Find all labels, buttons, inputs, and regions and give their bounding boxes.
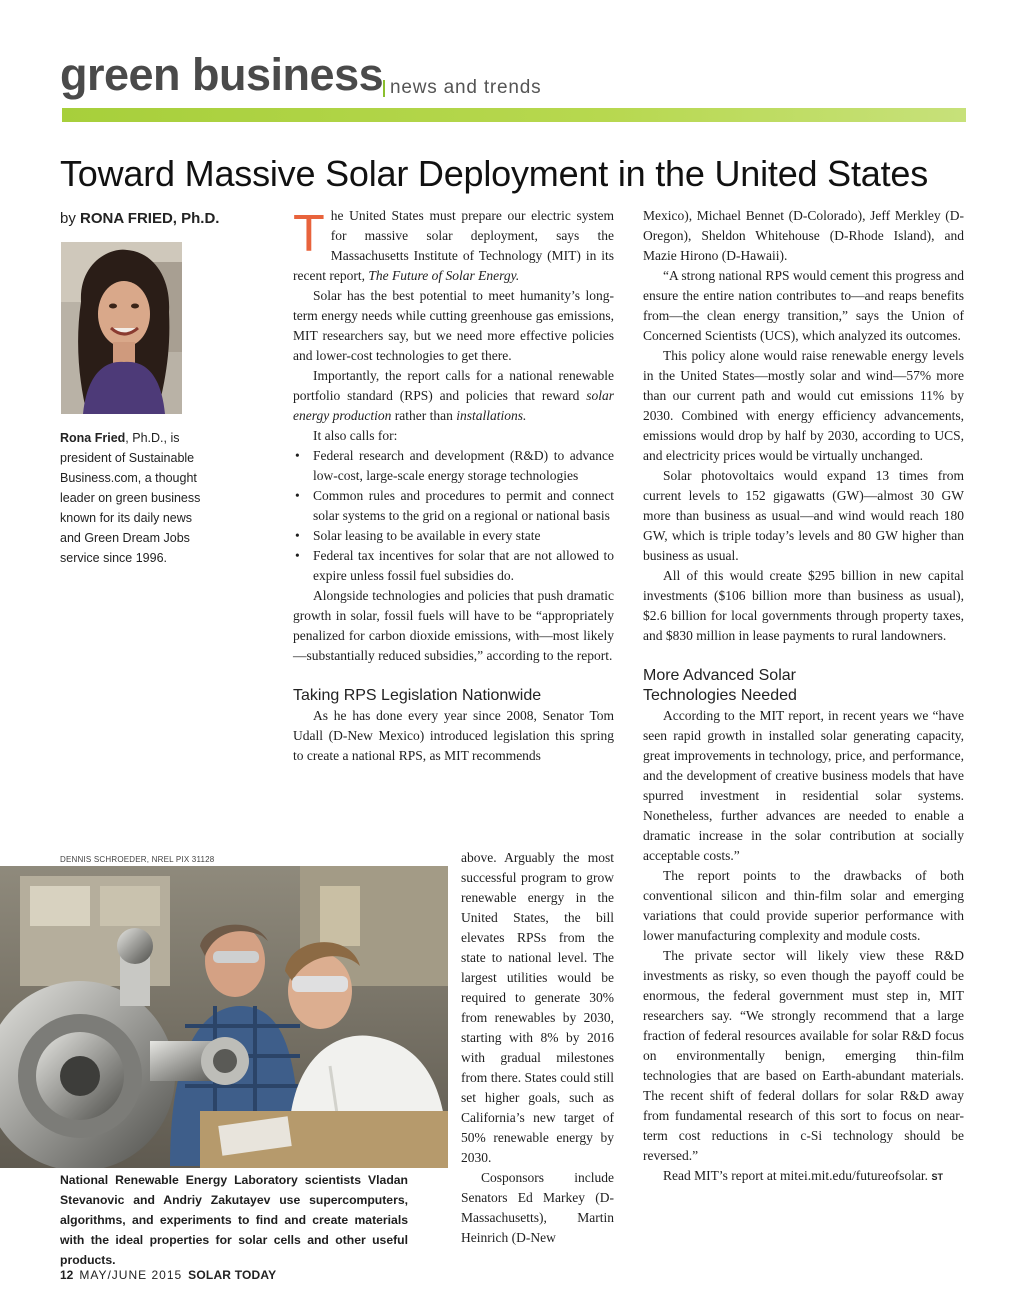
closing-text: Read MIT’s report at mitei.mit.edu/futureofsolar. <box>663 1168 929 1183</box>
subheading-line: More Advanced Solar <box>643 667 796 684</box>
emphasis-text: solar energy production <box>293 388 614 423</box>
article-intro-paragraph <box>293 206 614 286</box>
header-rule <box>62 108 966 122</box>
intro-text: he United States must prepare our electric system for massive solar deployment, says the Massachusetts Institute of Technology (MIT) in its recent report, <box>293 208 614 283</box>
list-item: • Common rules and procedures to permit and connect solar systems to the grid on a regional or national basis <box>313 486 614 526</box>
section-subtitle: news and trends <box>390 77 542 98</box>
author-portrait-image <box>61 242 182 414</box>
paragraph: Solar has the best potential to meet humanity’s long-term energy needs while cutting greenhouse gas emissions, MIT researchers say, but we need more effective policies and lower-cost technologies to get there. <box>293 288 614 363</box>
section-divider <box>383 80 385 97</box>
article-column-3 <box>643 206 964 1187</box>
section-title: green business <box>60 49 384 100</box>
subheading-line: Technologies Needed <box>643 687 797 704</box>
spacer <box>643 646 964 666</box>
dropcap: T <box>293 205 325 263</box>
paragraph: above. Arguably the most successful program to grow renewable energy in the United States, the bill elevates RPSs from the state to national level. The largest utilities would be required to generate 30% from renewables by 2030, starting with 8% by 2016 with gradual milestones from there. States could still set higher goals, such as California’s new target of 50% renewable energy by 2030. <box>461 850 614 1165</box>
paragraph: Solar photovoltaics would expand 13 times from current levels to 152 gigawatts (GW)—almost 30 GW more than business as usual—and wind would reach 180 GW, which is triple today’s levels and 80 GW higher than business as usual. <box>643 468 964 563</box>
subheading: Taking RPS Legislation Nationwide <box>293 687 542 704</box>
paragraph: All of this would create $295 billion in new capital investments ($106 billion more than business as usual), $2.6 billion for local governments through property taxes, and $830 million in lease payments to rural landowners. <box>643 568 964 643</box>
spacer <box>293 666 614 686</box>
issue-date: MAY/JUNE 2015 <box>79 1268 183 1282</box>
paragraph: This policy alone would raise renewable energy levels in the United States—mostly solar and wind—57% more than our current path and would cut emissions 11% by 2030. Combined with energy efficiency advancements, emissions would drop by half by 2030, according to UCS, and electricity prices would be virtually unchanged. <box>643 348 964 463</box>
byline-prefix: by <box>60 210 76 227</box>
paragraph-text: Importantly, the report calls for a national renewable portfolio standard (RPS) and policies that reward <box>293 368 614 403</box>
paragraph: The private sector will likely view these R&D investments as risky, so even though the payoff could be enormous, the federal government must step in, MIT researchers say. “We strongly recommend that a large fraction of federal resources available for solar R&D focus on environmentally benign, emerging thin-film technologies that are based on Earth-abundant materials. The recent shift of federal dollars for solar R&D away from fundamental research of this sort to focus on near-term cost reductions in c-Si technology should be reversed.” <box>643 948 964 1163</box>
page-footer <box>60 1268 276 1282</box>
paragraph: The report points to the drawbacks of both conventional silicon and thin-film solar and emerging variations that could provide superior performance with lower manufacturing complexity and module costs. <box>643 868 964 943</box>
report-title: The Future of Solar Energy. <box>368 268 520 283</box>
article-headline: Toward Massive Solar Deployment in the United States <box>60 153 929 194</box>
paragraph: According to the MIT report, in recent years we “have seen rapid growth in installed solar generating capacity, great improvements in technology, price, and performance, and the development of creative business models that have spurred investment in residential solar systems. Nonetheless, further advances are needed to enable a dramatic increase in the solar contribution at socially acceptable costs.” <box>643 708 964 863</box>
photo-caption: National Renewable Energy Laboratory scientists Vladan Stevanovic and Andriy Zakutayev use supercomputers, algorithms, and experiments to find and create materials with the ideal properties for solar cells and other useful products. <box>60 1173 408 1267</box>
paragraph-text: rather than <box>391 408 457 423</box>
photo-credit: DENNIS SCHROEDER, NREL PIX 31128 <box>60 855 215 864</box>
list-item: • Federal tax incentives for solar that are not allowed to expire unless fossil fuel subsidies do. <box>313 546 614 586</box>
author-name: RONA FRIED, Ph.D. <box>80 210 220 227</box>
list-item: • Federal research and development (R&D) to advance low-cost, large-scale energy storage technologies <box>313 446 614 486</box>
emphasis-text: installations. <box>456 408 527 423</box>
bio-text: , Ph.D., is president of Sustainable Business.com, a thought leader on green business known for its daily news and Green Dream Jobs service since 1996. <box>60 431 201 565</box>
article-column-2 <box>293 206 614 766</box>
byline <box>60 210 219 227</box>
bio-name: Rona Fried <box>60 431 126 445</box>
paragraph <box>293 366 614 426</box>
recommendations-list <box>293 446 614 586</box>
lab-photo <box>0 866 448 1168</box>
article-column-2-continued <box>461 848 614 1248</box>
author-bio <box>60 428 210 568</box>
subheading <box>643 666 964 706</box>
paragraph: As he has done every year since 2008, Senator Tom Udall (D-New Mexico) introduced legislation this spring to create a national RPS, as MIT recommends <box>293 708 614 763</box>
paragraph: It also calls for: <box>313 428 398 443</box>
paragraph: Alongside technologies and policies that push dramatic growth in solar, fossil fuels will have to be “appropriately penalized for carbon dioxide emissions, with—most likely—substantially reduced subsidies,” according to the report. <box>293 588 614 663</box>
magazine-name: SOLAR TODAY <box>188 1268 277 1282</box>
page-number: 12 <box>60 1268 74 1282</box>
paragraph: Cosponsors include Senators Ed Markey (D-Massachusetts), Martin Heinrich (D-New <box>461 1170 614 1245</box>
paragraph: “A strong national RPS would cement this progress and ensure the entire nation contributes to—and reaps benefits from—the clean energy transition,” says the Union of Concerned Scientists (UCS), which analyzed its outcomes. <box>643 268 964 343</box>
end-mark: ST <box>931 1172 943 1182</box>
paragraph: Mexico), Michael Bennet (D-Colorado), Jeff Merkley (D-Oregon), Sheldon Whitehouse (D-Rhode Island), and Mazie Hirono (D-Hawaii). <box>643 208 964 263</box>
paragraph <box>643 1166 964 1187</box>
author-photo <box>61 242 182 414</box>
lab-scientists-image <box>0 866 448 1168</box>
list-item: • Solar leasing to be available in every state <box>313 526 614 546</box>
